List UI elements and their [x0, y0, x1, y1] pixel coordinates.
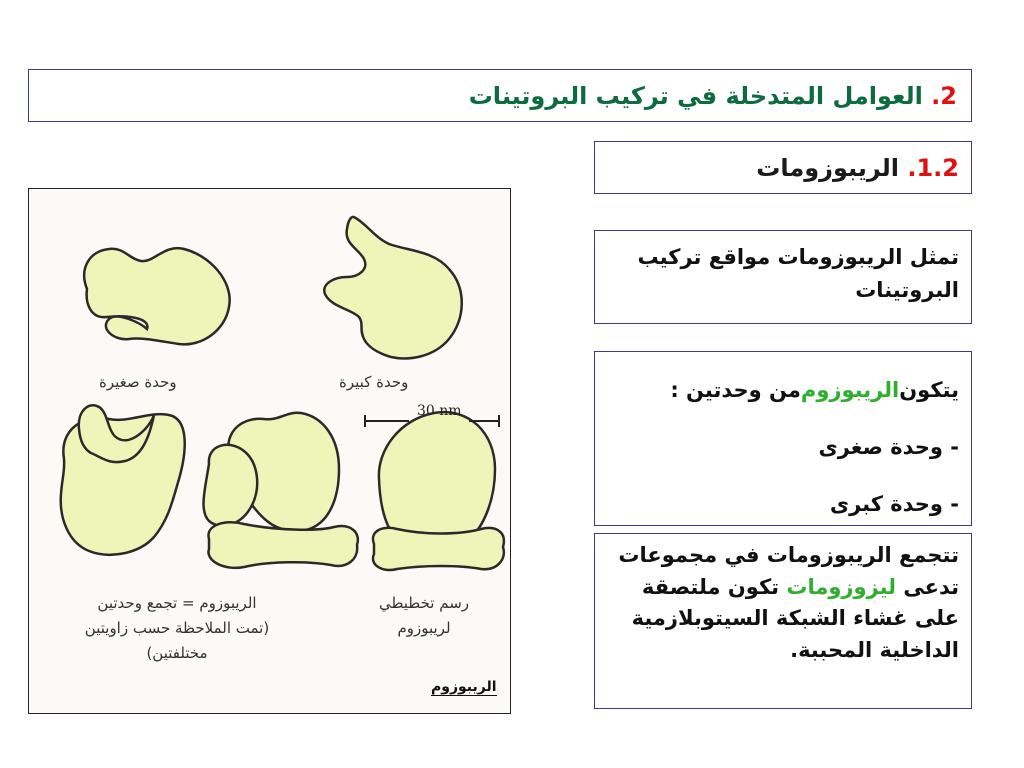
section-title — [28, 69, 972, 122]
ribosome-definition — [594, 230, 972, 324]
lysosome-term: ليزوزومات — [786, 574, 897, 599]
subsection-number: 1.2. — [907, 153, 959, 182]
ribosome-figure — [28, 188, 511, 714]
large-unit-item: - وحدة كبرى — [829, 492, 959, 516]
scale-label: 30 nm — [417, 403, 462, 419]
subsection-title-text: الريبوزومات — [756, 153, 899, 182]
ribosome-groups — [594, 533, 972, 709]
section-title-text: العوامل المتدخلة في تركيب البروتينات — [468, 81, 923, 110]
small-subunit-shape — [84, 248, 229, 344]
schematic-label-line1: رسم تخطيطي — [378, 594, 470, 612]
ribosome-term: الريبوزوم — [800, 378, 900, 402]
ribosome-definition-text: تمثل الريبوزومات مواقع تركيب البروتينات — [637, 245, 959, 302]
groups-text-before: تتجمع الريبوزومات في مجموعات تدعى — [618, 543, 959, 599]
small-unit-label: وحدة صغيرة — [99, 373, 177, 391]
assembled-view2-base — [208, 522, 357, 568]
ribosome-units — [594, 351, 972, 526]
units-intro — [607, 362, 959, 419]
schematic-label-line2: لريبوزوم — [397, 619, 451, 637]
subsection-title — [594, 141, 972, 194]
section-number: 2. — [931, 81, 957, 110]
assembly-label-line2: (تمت الملاحظة حسب زاويتين — [84, 619, 270, 637]
large-subunit-shape — [324, 217, 461, 359]
schematic-small-subunit — [373, 528, 504, 570]
schematic-large-subunit — [379, 412, 495, 539]
units-intro-after: من وحدتين : — [670, 378, 801, 402]
groups-text-after: تكون ملتصقة على غشاء الشبكة السيتوبلازمية الداخلية المحببة. — [631, 574, 959, 662]
large-unit-label: وحدة كبيرة — [339, 373, 409, 391]
assembly-label-line3: مختلفتين) — [146, 644, 208, 662]
assembled-view2-small — [204, 445, 258, 526]
assembly-label-line1: الريبوزوم = تجمع وحدتين — [97, 594, 257, 612]
units-intro-before: يتكون — [899, 378, 959, 402]
small-unit-item: - وحدة صغرى — [818, 435, 959, 459]
figure-caption: الريبوزوم — [431, 679, 497, 695]
